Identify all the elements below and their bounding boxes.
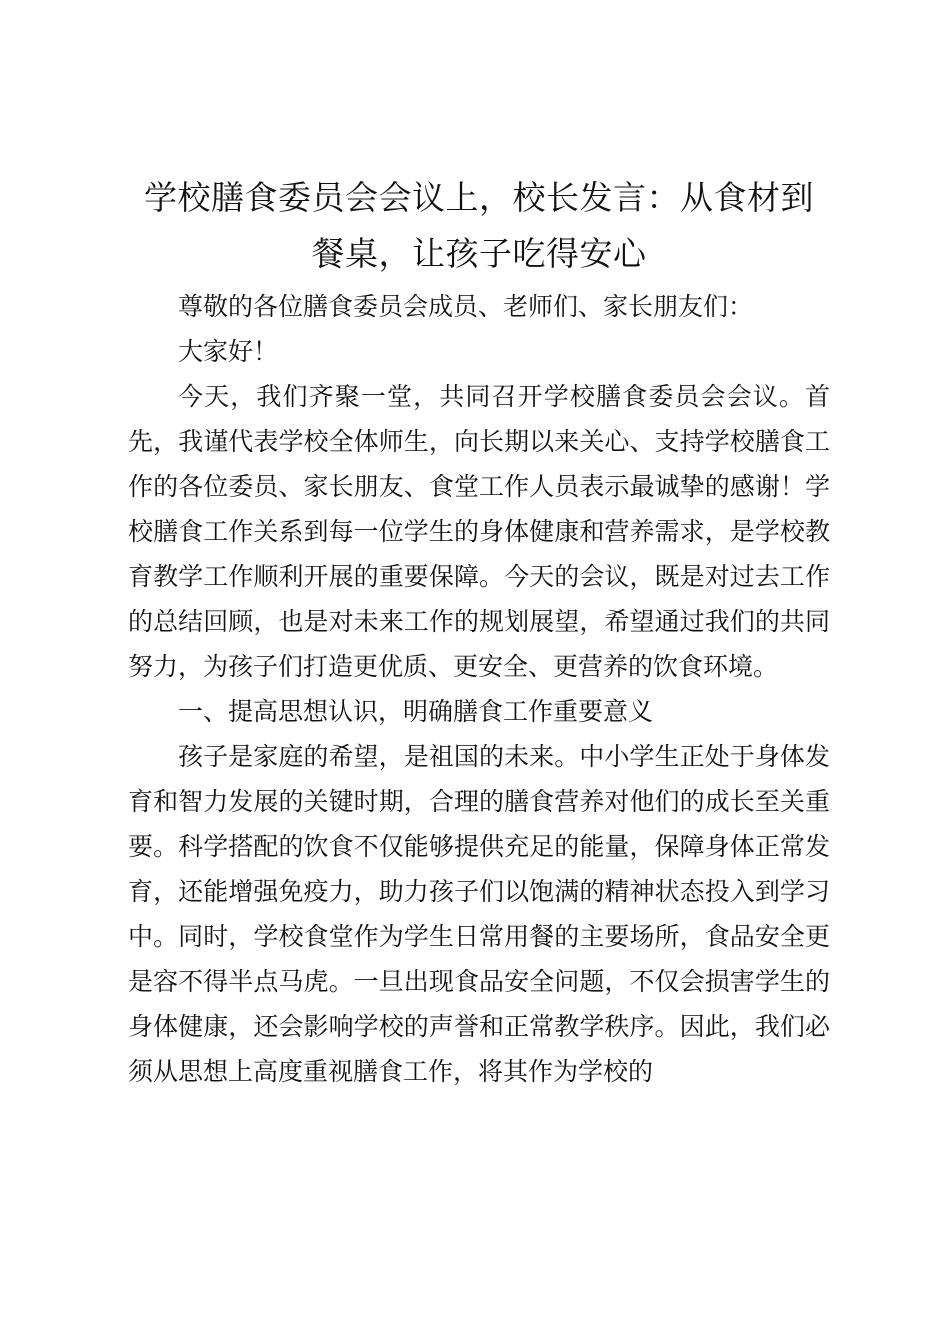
document-title: 学校膳食委员会会议上，校长发言：从食材到餐桌，让孩子吃得安心: [144, 178, 814, 273]
section-1-heading: 一、提高思想认识，明确膳食工作重要意义: [178, 697, 654, 726]
paragraph-1: 今天，我们齐聚一堂，共同召开学校膳食委员会会议。首先，我谨代表学校全体师生，向长期以来关心、支持学校膳食工作的各位委员、家长朋友、食堂工作人员表示最诚挚的感谢！学校膳食工作关系到每一位学生的身体健康和营养需求，是学校教育教学工作顺利开展的重要保障。今天的会议，既是对过去工作的总结回顾，也是对未来工作的规划展望，希望通过我们的共同努力，为孩子们打造更优质、更安全、更营养的饮食环境。: [128, 382, 830, 681]
paragraph-2: 孩子是家庭的希望，是祖国的未来。中小学生正处于身体发育和智力发展的关键时期，合理的膳食营养对他们的成长至关重要。科学搭配的饮食不仅能够提供充足的能量，保障身体正常发育，还能增强免疫力，助力孩子们以饱满的精神状态投入到学习中。同时，学校食堂作为学生日常用餐的主要场所，食品安全更是容不得半点马虎。一旦出现食品安全问题，不仅会损害学生的身体健康，还会影响学校的声誉和正常教学秩序。因此，我们必须从思想上高度重视膳食工作，将其作为学校的: [128, 742, 830, 1086]
greeting: 大家好！: [178, 337, 279, 366]
salutation: 尊敬的各位膳食委员会成员、老师们、家长朋友们：: [178, 292, 754, 321]
document-page: [128, 170, 830, 1094]
